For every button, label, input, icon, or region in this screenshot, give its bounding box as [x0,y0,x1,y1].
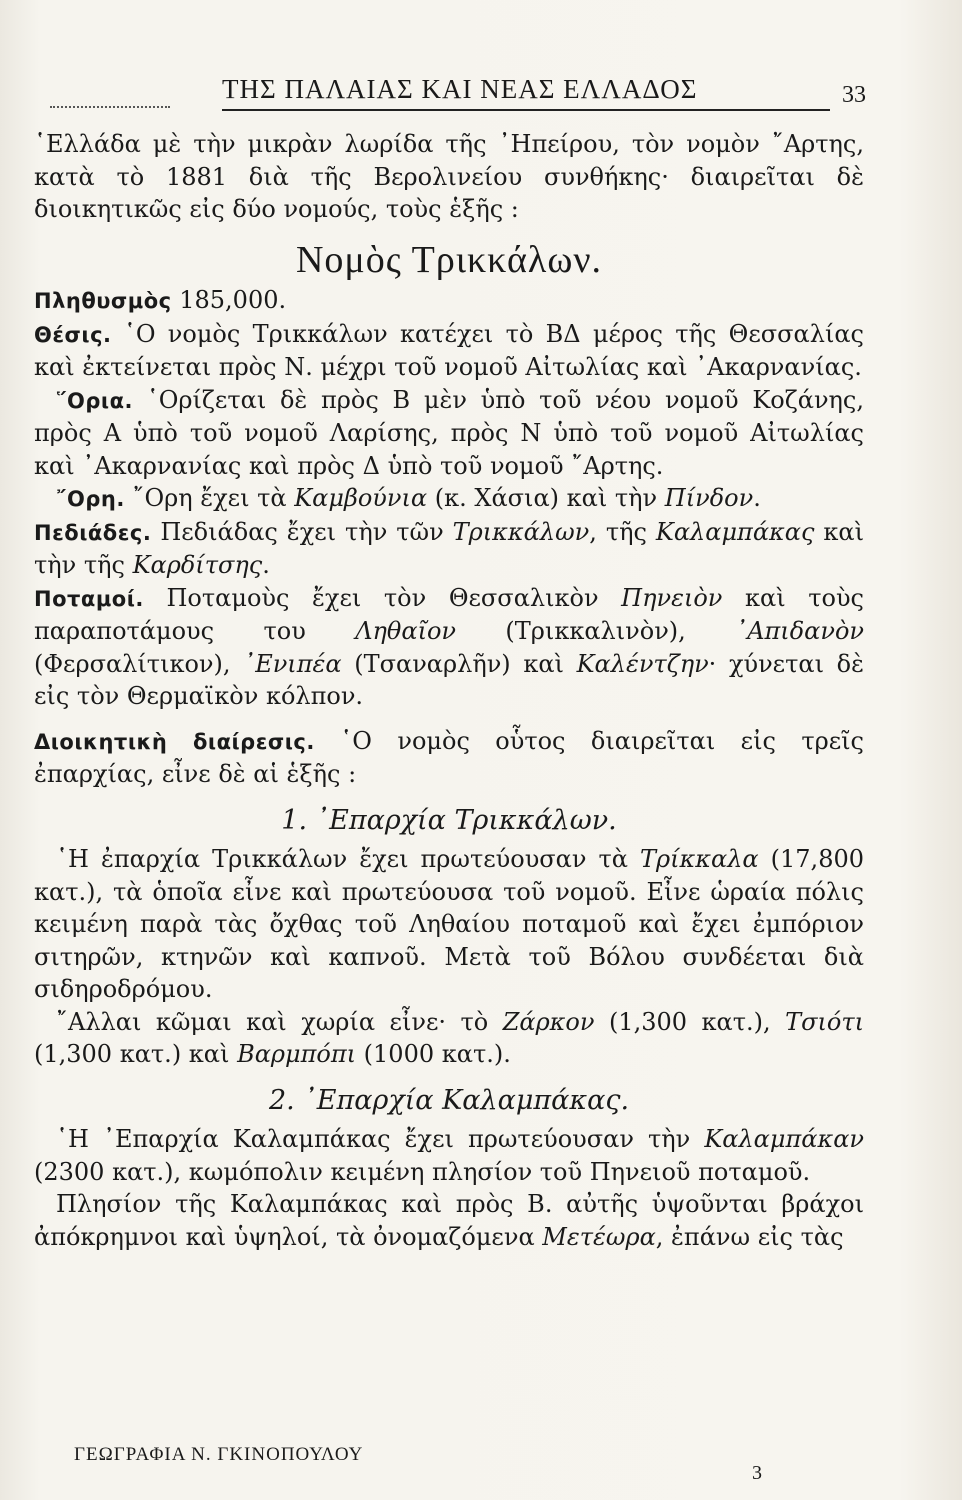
division-paragraph [34,725,864,791]
rivers-text: · χύνεται δὲ εἰς τὸν Θερμαϊκὸν κόλπον. [34,649,865,710]
eparchy2-text: , ἐπάνω εἰς τὰς [655,1222,844,1251]
eparchy2-text: Πλησίον τῆς Καλαμπάκας καὶ πρὸς Β. αὐτῆς ὑψοῦνται βράχοι ἀπόκρημνοι καὶ ὑψηλοί, τὰ ὀνομαζόμενα [34,1190,864,1251]
mountains-paragraph [34,482,864,516]
main-text [34,128,864,1253]
header-dotted-rule [50,106,170,108]
mountain-name: Πίνδον [664,484,754,512]
plains-text: Πεδιάδας ἔχει τὴν τῶν [151,517,453,546]
plains-text: , τῆς [589,517,656,546]
rivers-text: (Τρικκαλινὸν), [456,617,736,645]
river-name: Ληθαῖον [355,617,457,645]
borders-text: ῾Ορίζεται δὲ πρὸς Β μὲν ὑπὸ τοῦ νέου νομοῦ Κοζάνης, πρὸς Α ὑπὸ τοῦ νομοῦ Λαρίσης, πρὸς Ν ὑπὸ τοῦ νομοῦ Αἰτωλίας καὶ ᾿Ακαρνανίας καὶ πρὸς Δ ὑπὸ τοῦ νομοῦ ῎Αρτης. [34,385,864,480]
page-number: 33 [842,82,866,108]
rivers-text: (Τσαναρλῆν) καὶ [341,649,577,678]
borders-paragraph [34,384,864,483]
villages-text: ῎Αλλαι κῶμαι καὶ χωρία εἶνε· τὸ [56,1007,503,1036]
villages-text: (1,300 κατ.), [594,1007,786,1036]
mountains-text: (κ. Χάσια) καὶ τὴν [427,484,665,512]
footer-imprint: ΓΕΩΓΡΑΦΙΑ Ν. ΓΚΙΝΟΠΟΥΛΟΥ [74,1444,364,1465]
river-name: ᾿Ενιπέα [243,649,342,678]
eparchy2-meteora-paragraph [34,1188,864,1253]
town-name: Τρίκκαλα [640,845,759,873]
mountains-text: . [753,484,761,512]
eparchy1-text: ῾Η ἐπαρχία Τρικκάλων ἔχει πρωτεύουσαν τὰ [56,845,640,873]
division-term: Διοικητικὴ διαίρεσις. [34,729,315,754]
village-name: Ζάρκον [502,1007,595,1036]
villages-text: (1,300 κατ.) καὶ [34,1040,238,1068]
intro-paragraph: ῾Ελλάδα μὲ τὴν μικρὰν λωρίδα τῆς ᾿Ηπείρου, τὸν νομὸν ῎Αρτης, κατὰ τὸ 1881 διὰ τῆς Βερολινείου συνθήκης· διαιρεῖται δὲ διοικητικῶς εἰς δύο νομούς, τοὺς ἑξῆς : [34,130,864,223]
river-name: Πηνειὸν [621,583,723,612]
population-term: Πληθυσμὸς [34,289,172,313]
plains-term: Πεδιάδες. [34,520,152,545]
borders-term: ῞Ορια. [56,388,133,413]
eparchy1-text: (17,800 κατ.), τὰ ὁποῖα εἶνε καὶ πρωτεύουσα τοῦ νομοῦ. Εἶνε ὡραία πόλις κειμένη παρὰ τὰς ὄχθας τοῦ Ληθαίου ποταμοῦ καὶ ἔχει ἐμπόριον σιτηρῶν, κτηνῶν καὶ καπνοῦ. Μετὰ τοῦ Βόλου συνδέεται διὰ σιδηροδρόμου. [34,845,864,1003]
population-paragraph [34,284,864,318]
eparchy1-paragraph [34,843,864,1006]
rivers-text: Ποταμοὺς ἔχει τὸν Θεσσαλικὸν [143,583,622,612]
mountain-name: Καμβούνια [294,484,428,512]
village-name: Τσιότι [785,1007,865,1036]
page-header [50,72,870,120]
plains-paragraph [34,516,864,582]
eparchy2-title: 2. ᾿Επαρχία Καλαμπάκας. [268,1084,630,1116]
plain-name: Τρικκάλων [452,517,590,546]
mountains-term: ῎Ορη. [56,487,125,511]
running-title: ΤΗΣ ΠΑΛΑΙΑΣ ΚΑΙ ΝΕΑΣ ΕΛΛΑΔΟΣ [222,74,830,111]
village-name: Βαρμπόπι [237,1040,357,1068]
position-text: ῾Ο νομὸς Τρικκάλων κατέχει τὸ ΒΔ μέρος τῆς Θεσσαλίας καὶ ἐκτείνεται πρὸς Ν. μέχρι τοῦ νομοῦ Αἰτωλίας καὶ ᾿Ακαρνανίας. [34,319,864,381]
eparchy2-paragraph [34,1123,864,1188]
eparchy1-villages-paragraph [34,1006,864,1071]
position-term: Θέσις. [34,322,112,347]
mountains-text: ῎Ορη ἔχει τὰ [124,484,295,512]
plains-text: καὶ τὴν τῆς [34,517,864,579]
rivers-text: (Φερσαλίτικον), [34,649,244,678]
villages-text: (1000 κατ.). [356,1040,511,1068]
population-text: 185,000. [171,286,287,314]
river-name: Καλέντζην [576,649,709,678]
place-name: Μετέωρα [542,1222,656,1251]
division-text: ῾Ο νομὸς οὗτος διαιρεῖται εἰς τρεῖς ἐπαρχίας, εἶνε δὲ αἱ ἑξῆς : [34,726,865,788]
position-paragraph [34,318,864,384]
signature-mark: 3 [752,1462,762,1484]
plain-name: Καλαμπάκας [655,517,815,546]
eparchy2-text: (2300 κατ.), κωμόπολιν κειμένη πλησίον τοῦ Πηνειοῦ ποταμοῦ. [34,1157,811,1186]
rivers-term: Ποταμοί. [34,586,144,611]
rivers-text: καὶ τοὺς παραποτάμους του [34,583,864,645]
eparchy1-title: 1. ᾿Επαρχία Τρικκάλων. [281,804,617,836]
rivers-paragraph [34,582,864,713]
plain-name: Καρδίτσης [132,551,263,579]
town-name: Καλαμπάκαν [704,1125,864,1153]
river-name: ᾿Απιδανὸν [735,617,864,645]
eparchy2-text: ῾Η ᾿Επαρχία Καλαμπάκας ἔχει πρωτεύουσαν τὴν [56,1125,705,1153]
plains-text: . [262,551,270,579]
section-title: Νομὸς Τρικκάλων. [295,238,603,281]
